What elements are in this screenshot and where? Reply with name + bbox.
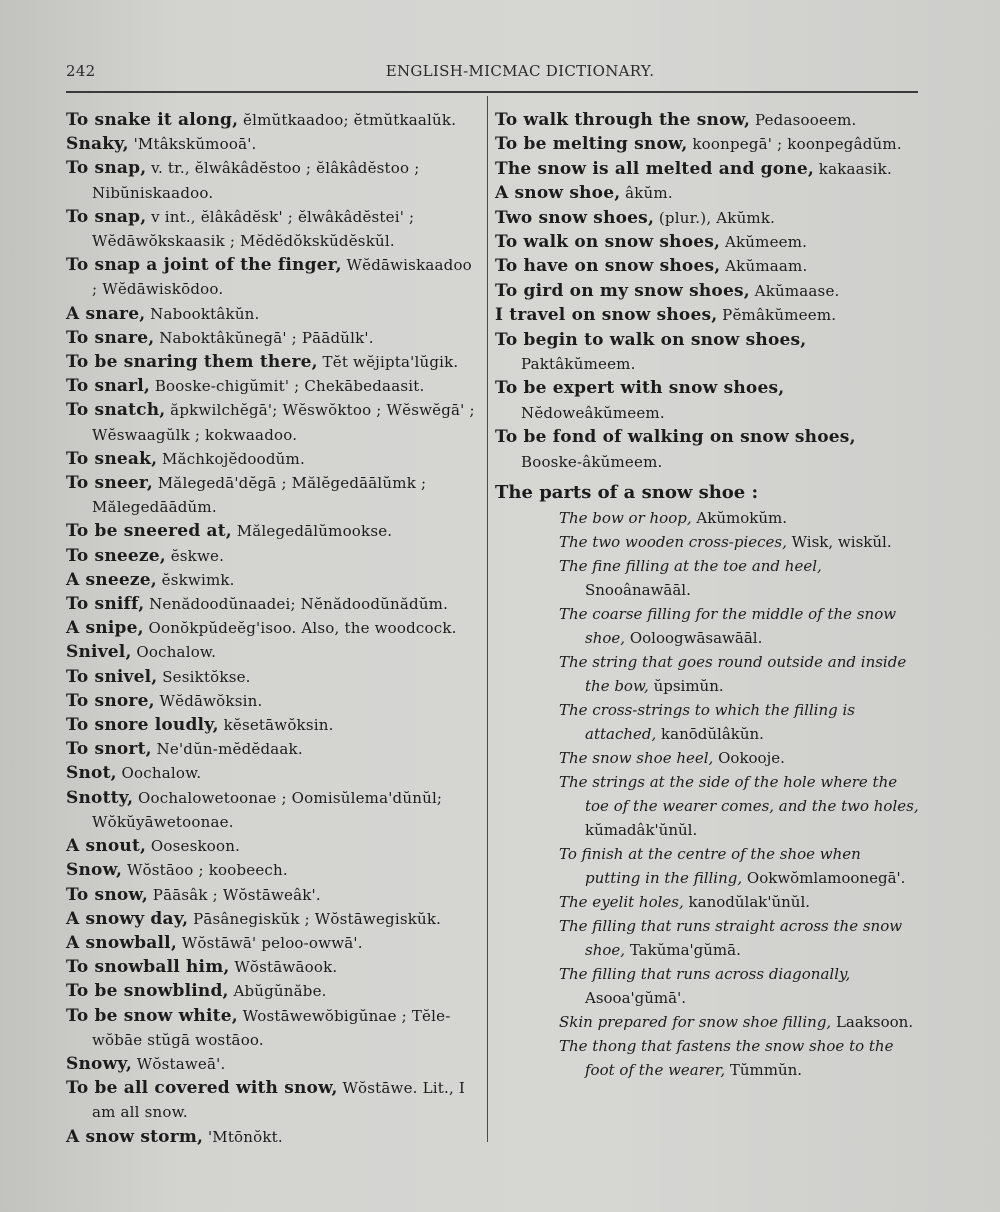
dictionary-entry <box>495 376 920 425</box>
entry-headword: The snow is all melted and gone, <box>495 158 814 179</box>
dictionary-entry <box>495 746 920 770</box>
entry-micmac: Wĕdāwiskaadoo ; Wĕdāwiskōdoo. <box>92 256 472 299</box>
dictionary-entry <box>495 530 920 554</box>
dictionary-entry <box>495 602 920 650</box>
entry-micmac: v. tr., ĕlwâkâdĕstoo ; ĕlâkâdĕstoo ; Nibŭniskaadoo. <box>92 159 420 202</box>
entry-micmac: ĕlmŭtkaadoo; ĕtmŭtkaalŭk. <box>243 111 457 129</box>
entry-headword: To be sneered at, <box>66 521 232 542</box>
entry-micmac: Nenădoodŭnaadei; Nĕnădoodŭnădŭm. <box>149 595 449 614</box>
dictionary-entry <box>495 157 920 181</box>
entry-micmac: Akŭmeem. <box>724 233 808 252</box>
entry-micmac: Oonŏkpŭdeĕg'isoo. Also, the woodcock. <box>148 619 457 638</box>
dictionary-entry <box>66 253 482 301</box>
dictionary-entry <box>66 689 482 713</box>
entry-headword: To snap, <box>66 206 147 227</box>
entry-micmac: 'Mtōnŏkt. <box>207 1127 283 1146</box>
entry-headword: The coarse filling for the middle of the snow shoe, <box>559 605 897 648</box>
entry-headword: The string that goes round outside and inside the bow, <box>559 653 907 696</box>
entry-headword: The bow or hoop, <box>559 509 692 528</box>
dictionary-entry <box>66 350 482 374</box>
entry-micmac: Wĕdāwŏksin. <box>159 691 263 710</box>
column-divider <box>487 96 488 1142</box>
left-column <box>66 108 482 1149</box>
entry-micmac: Booske-âkŭmeem. <box>521 452 663 471</box>
dictionary-entry <box>495 132 920 156</box>
dictionary-entry <box>66 1076 482 1124</box>
entry-micmac: Nabooktâkŭn. <box>150 304 260 323</box>
dictionary-entry <box>495 425 920 474</box>
entry-headword: To sniff, <box>66 594 145 615</box>
entry-headword: A snipe, <box>66 618 144 639</box>
entry-micmac: (plur.), Akŭmk. <box>658 208 776 227</box>
dictionary-entry <box>66 761 482 785</box>
entry-micmac: Asooa'gŭmā'. <box>585 989 686 1008</box>
entry-headword: To snarl, <box>66 376 151 397</box>
entry-headword: A snout, <box>66 836 147 857</box>
dictionary-entry <box>66 737 482 761</box>
entry-headword: To be melting snow, <box>495 134 688 155</box>
dictionary-entry <box>495 770 920 842</box>
dictionary-entry <box>66 447 482 471</box>
dictionary-entry <box>66 979 482 1003</box>
dictionary-entry <box>495 230 920 254</box>
entry-micmac: ŭpsimŭn. <box>653 677 724 696</box>
dictionary-entry <box>495 650 920 698</box>
dictionary-entry <box>66 108 482 132</box>
dictionary-entry <box>66 519 482 543</box>
entry-micmac: Ne'dŭn-mĕdĕdaak. <box>156 740 303 759</box>
dictionary-entry <box>495 181 920 205</box>
entry-headword: A snow storm, <box>66 1126 204 1147</box>
right-entries <box>495 108 920 474</box>
dictionary-entry <box>495 962 920 1010</box>
entry-micmac: Măchkojĕdoodŭm. <box>162 449 305 468</box>
dictionary-entry <box>66 883 482 907</box>
entry-headword: To snort, <box>66 739 152 760</box>
entry-headword: The thong that fastens the snow shoe to the foot of the wearer, <box>559 1037 894 1080</box>
entry-headword: To be snow white, <box>66 1005 238 1026</box>
entry-headword: To be expert with snow shoes, <box>495 378 785 399</box>
parts-heading: The parts of a snow shoe : <box>495 482 759 504</box>
entry-micmac: Pĕmâkŭmeem. <box>722 306 837 325</box>
entry-headword: To snivel, <box>66 666 158 687</box>
dictionary-entry <box>66 592 482 616</box>
entry-headword: The snow shoe heel, <box>559 749 714 768</box>
dictionary-entry <box>66 834 482 858</box>
entry-micmac: Ookooje. <box>718 749 785 768</box>
entry-headword: The filling that runs across diagonally, <box>559 965 851 984</box>
entry-micmac: Naboktâkŭnegā' ; Pāādŭlk'. <box>159 328 374 347</box>
entry-headword: To sneeze, <box>66 545 166 566</box>
entry-micmac: Paktâkŭmeem. <box>521 355 636 374</box>
dictionary-entry <box>495 1034 920 1082</box>
dictionary-entry <box>66 955 482 979</box>
entry-headword: To begin to walk on snow shoes, <box>495 329 807 350</box>
entry-micmac: Wŏstaweā'. <box>136 1054 226 1073</box>
entry-headword: Snowy, <box>66 1053 132 1074</box>
dictionary-entry <box>66 640 482 664</box>
entry-headword: To snowball him, <box>66 957 230 978</box>
dictionary-entry <box>495 108 920 132</box>
entry-headword: The strings at the side of the hole where the toe of the wearer comes, and the two holes, <box>559 773 919 816</box>
entry-headword: Two snow shoes, <box>495 207 655 228</box>
entry-headword: To be fond of walking on snow shoes, <box>495 427 856 448</box>
entry-headword: To snatch, <box>66 400 166 421</box>
entry-micmac: koonpegā' ; koonpegâdŭm. <box>692 135 902 154</box>
entry-headword: Snivel, <box>66 642 132 663</box>
entry-headword: To snore loudly, <box>66 715 219 736</box>
entry-headword: To walk on snow shoes, <box>495 232 721 253</box>
entry-micmac: kanodŭlak'ŭnŭl. <box>688 893 811 912</box>
entry-micmac: Ooseskoon. <box>150 837 241 856</box>
entry-micmac: Laaksoon. <box>835 1013 914 1032</box>
entry-headword: Snot, <box>66 763 117 784</box>
dictionary-entry <box>66 568 482 592</box>
dictionary-entry <box>495 698 920 746</box>
entry-micmac: Tŭmmŭn. <box>729 1061 803 1080</box>
entry-headword: To snore, <box>66 690 155 711</box>
dictionary-entry <box>495 254 920 278</box>
right-column <box>495 108 920 1082</box>
entry-micmac: Wŏstāwāook. <box>234 958 338 977</box>
entry-micmac: Oochalow. <box>136 643 217 662</box>
dictionary-entry <box>495 206 920 230</box>
entry-micmac: âkŭm. <box>625 184 673 203</box>
entry-headword: I travel on snow shoes, <box>495 305 718 326</box>
entry-micmac: Oochalow. <box>121 764 202 783</box>
dictionary-entry <box>66 1052 482 1076</box>
dictionary-entry <box>66 156 482 204</box>
dictionary-entry <box>66 326 482 350</box>
entry-micmac: Pāsânegiskŭk ; Wŏstāwegiskŭk. <box>193 909 442 928</box>
entry-headword: To snare, <box>66 327 155 348</box>
entry-micmac: Ookwŏmlamoonegā'. <box>746 869 906 888</box>
dictionary-entry <box>495 890 920 914</box>
entry-headword: To snap, <box>66 158 147 179</box>
entry-micmac: kakaasik. <box>818 159 892 178</box>
entry-headword: To have on snow shoes, <box>495 256 721 277</box>
page-number: 242 <box>66 62 96 80</box>
entry-micmac: Snooânawāāl. <box>585 581 691 600</box>
entry-headword: A snowball, <box>66 932 177 953</box>
entry-headword: Skin prepared for snow shoe filling, <box>559 1013 832 1032</box>
entry-micmac: Wisk, wiskŭl. <box>791 533 892 552</box>
entry-headword: Snotty, <box>66 787 134 808</box>
entry-headword: Snow, <box>66 860 123 881</box>
entry-micmac: Wostāwewŏbigŭnae ; Tĕle-wŏbāe stŭgā wostāoo. <box>92 1006 451 1049</box>
entry-headword: To walk through the snow, <box>495 110 751 130</box>
entry-micmac: Oochalowetoonae ; Oomisŭlema'dŭnŭl; Wŏkŭyāwetoonae. <box>92 788 443 831</box>
entry-micmac: kanōdŭlâkŭn. <box>661 725 764 744</box>
dictionary-entry <box>495 328 920 377</box>
entry-micmac: kĕsetāwŏksin. <box>223 716 334 735</box>
dictionary-entry <box>495 1010 920 1034</box>
entry-headword: Snaky, <box>66 134 129 155</box>
dictionary-entry <box>66 1125 482 1149</box>
entry-micmac: kŭmadâk'ŭnŭl. <box>585 821 698 840</box>
page-title: ENGLISH-MICMAC DICTIONARY. <box>385 62 655 80</box>
entry-headword: To sneer, <box>66 473 153 494</box>
entry-headword: To be snaring them there, <box>66 352 318 373</box>
entry-headword: The filling that runs straight across the snow shoe, <box>559 917 903 960</box>
entry-micmac: ĕskwe. <box>170 546 225 565</box>
header-rule <box>66 91 918 93</box>
entry-headword: A sneeze, <box>66 569 157 590</box>
entry-headword: The eyelit holes, <box>559 893 684 912</box>
entry-micmac: Tĕt wĕjipta'lŭgik. <box>322 353 459 372</box>
entry-headword: To be snowblind, <box>66 981 229 1002</box>
entry-headword: The two wooden cross-pieces, <box>559 533 787 552</box>
dictionary-entry <box>66 665 482 689</box>
dictionary-entry <box>495 506 920 530</box>
dictionary-entry <box>495 914 920 962</box>
entry-headword: To snap a joint of the finger, <box>66 255 342 276</box>
parts-list <box>495 506 920 1082</box>
entry-micmac: Wŏstāoo ; koobeech. <box>126 861 288 880</box>
entry-headword: A snow shoe, <box>495 183 621 204</box>
entry-micmac: Wŏstāwā' peloo-owwā'. <box>181 933 363 952</box>
dictionary-entry <box>66 931 482 955</box>
dictionary-entry <box>66 302 482 326</box>
dictionary-entry <box>66 471 482 519</box>
entry-micmac: Ooloogwāsawāāl. <box>629 629 763 648</box>
entry-micmac: Nĕdoweâkŭmeem. <box>521 403 665 422</box>
entry-micmac: Pāāsâk ; Wŏstāweâk'. <box>152 885 321 904</box>
entry-micmac: Mălegedā'dĕgā ; Mălĕgedāālŭmk ; Mălegedāādŭm. <box>92 474 427 517</box>
entry-headword: To snake it along, <box>66 110 239 130</box>
entry-headword: To be all covered with snow, <box>66 1078 338 1099</box>
entry-micmac: Akŭmaase. <box>754 281 840 300</box>
entry-micmac: ăpkwilchĕgā'; Wĕswŏktoo ; Wĕswĕgā' ; Wĕswaagŭlk ; kokwaadoo. <box>92 401 475 444</box>
entry-micmac: Akŭmaam. <box>725 257 808 276</box>
entry-micmac: Sesiktŏkse. <box>162 667 251 686</box>
entry-headword: To finish at the centre of the shoe when putting in the filling, <box>559 845 861 888</box>
dictionary-entry <box>66 786 482 834</box>
dictionary-entry <box>66 398 482 446</box>
dictionary-entry <box>66 616 482 640</box>
entry-headword: The cross-strings to which the filling is attached, <box>559 701 856 744</box>
entry-micmac: Wŏstāwe. Lit., I am all snow. <box>92 1079 466 1122</box>
entry-headword: A snowy day, <box>66 908 189 929</box>
dictionary-entry <box>66 205 482 253</box>
dictionary-entry <box>495 279 920 303</box>
dictionary-entry <box>66 132 482 156</box>
entry-micmac: Mălegedālŭmookse. <box>236 522 393 541</box>
entry-micmac: ĕskwimk. <box>161 570 235 589</box>
entry-headword: To gird on my snow shoes, <box>495 280 750 301</box>
dictionary-entry <box>495 303 920 327</box>
dictionary-entry <box>66 713 482 737</box>
entry-headword: The fine filling at the toe and heel, <box>559 557 822 576</box>
entry-micmac: v int., ĕlâkâdĕsk' ; ĕlwâkâdĕstei' ; Wĕdāwŏkskaasik ; Mĕdĕdŏkskŭdĕskŭl. <box>92 207 415 251</box>
dictionary-entry <box>66 858 482 882</box>
entry-micmac: Takŭma'gŭmā. <box>629 941 741 960</box>
dictionary-entry <box>66 1004 482 1052</box>
entry-micmac: 'Mtâkskŭmooā'. <box>133 135 257 154</box>
entry-micmac: Booske-chigŭmit' ; Chekābedaasit. <box>154 377 425 396</box>
entry-headword: To sneak, <box>66 448 158 469</box>
dictionary-entry <box>495 842 920 890</box>
entry-headword: A snare, <box>66 303 146 324</box>
entry-micmac: Pedasooeem. <box>754 111 857 129</box>
dictionary-entry <box>66 544 482 568</box>
dictionary-entry <box>66 374 482 398</box>
entry-micmac: Abŭgŭnăbe. <box>233 982 327 1001</box>
dictionary-entry <box>495 554 920 602</box>
entry-micmac: Akŭmokŭm. <box>696 509 787 528</box>
entry-headword: To snow, <box>66 884 148 905</box>
dictionary-entry <box>66 907 482 931</box>
